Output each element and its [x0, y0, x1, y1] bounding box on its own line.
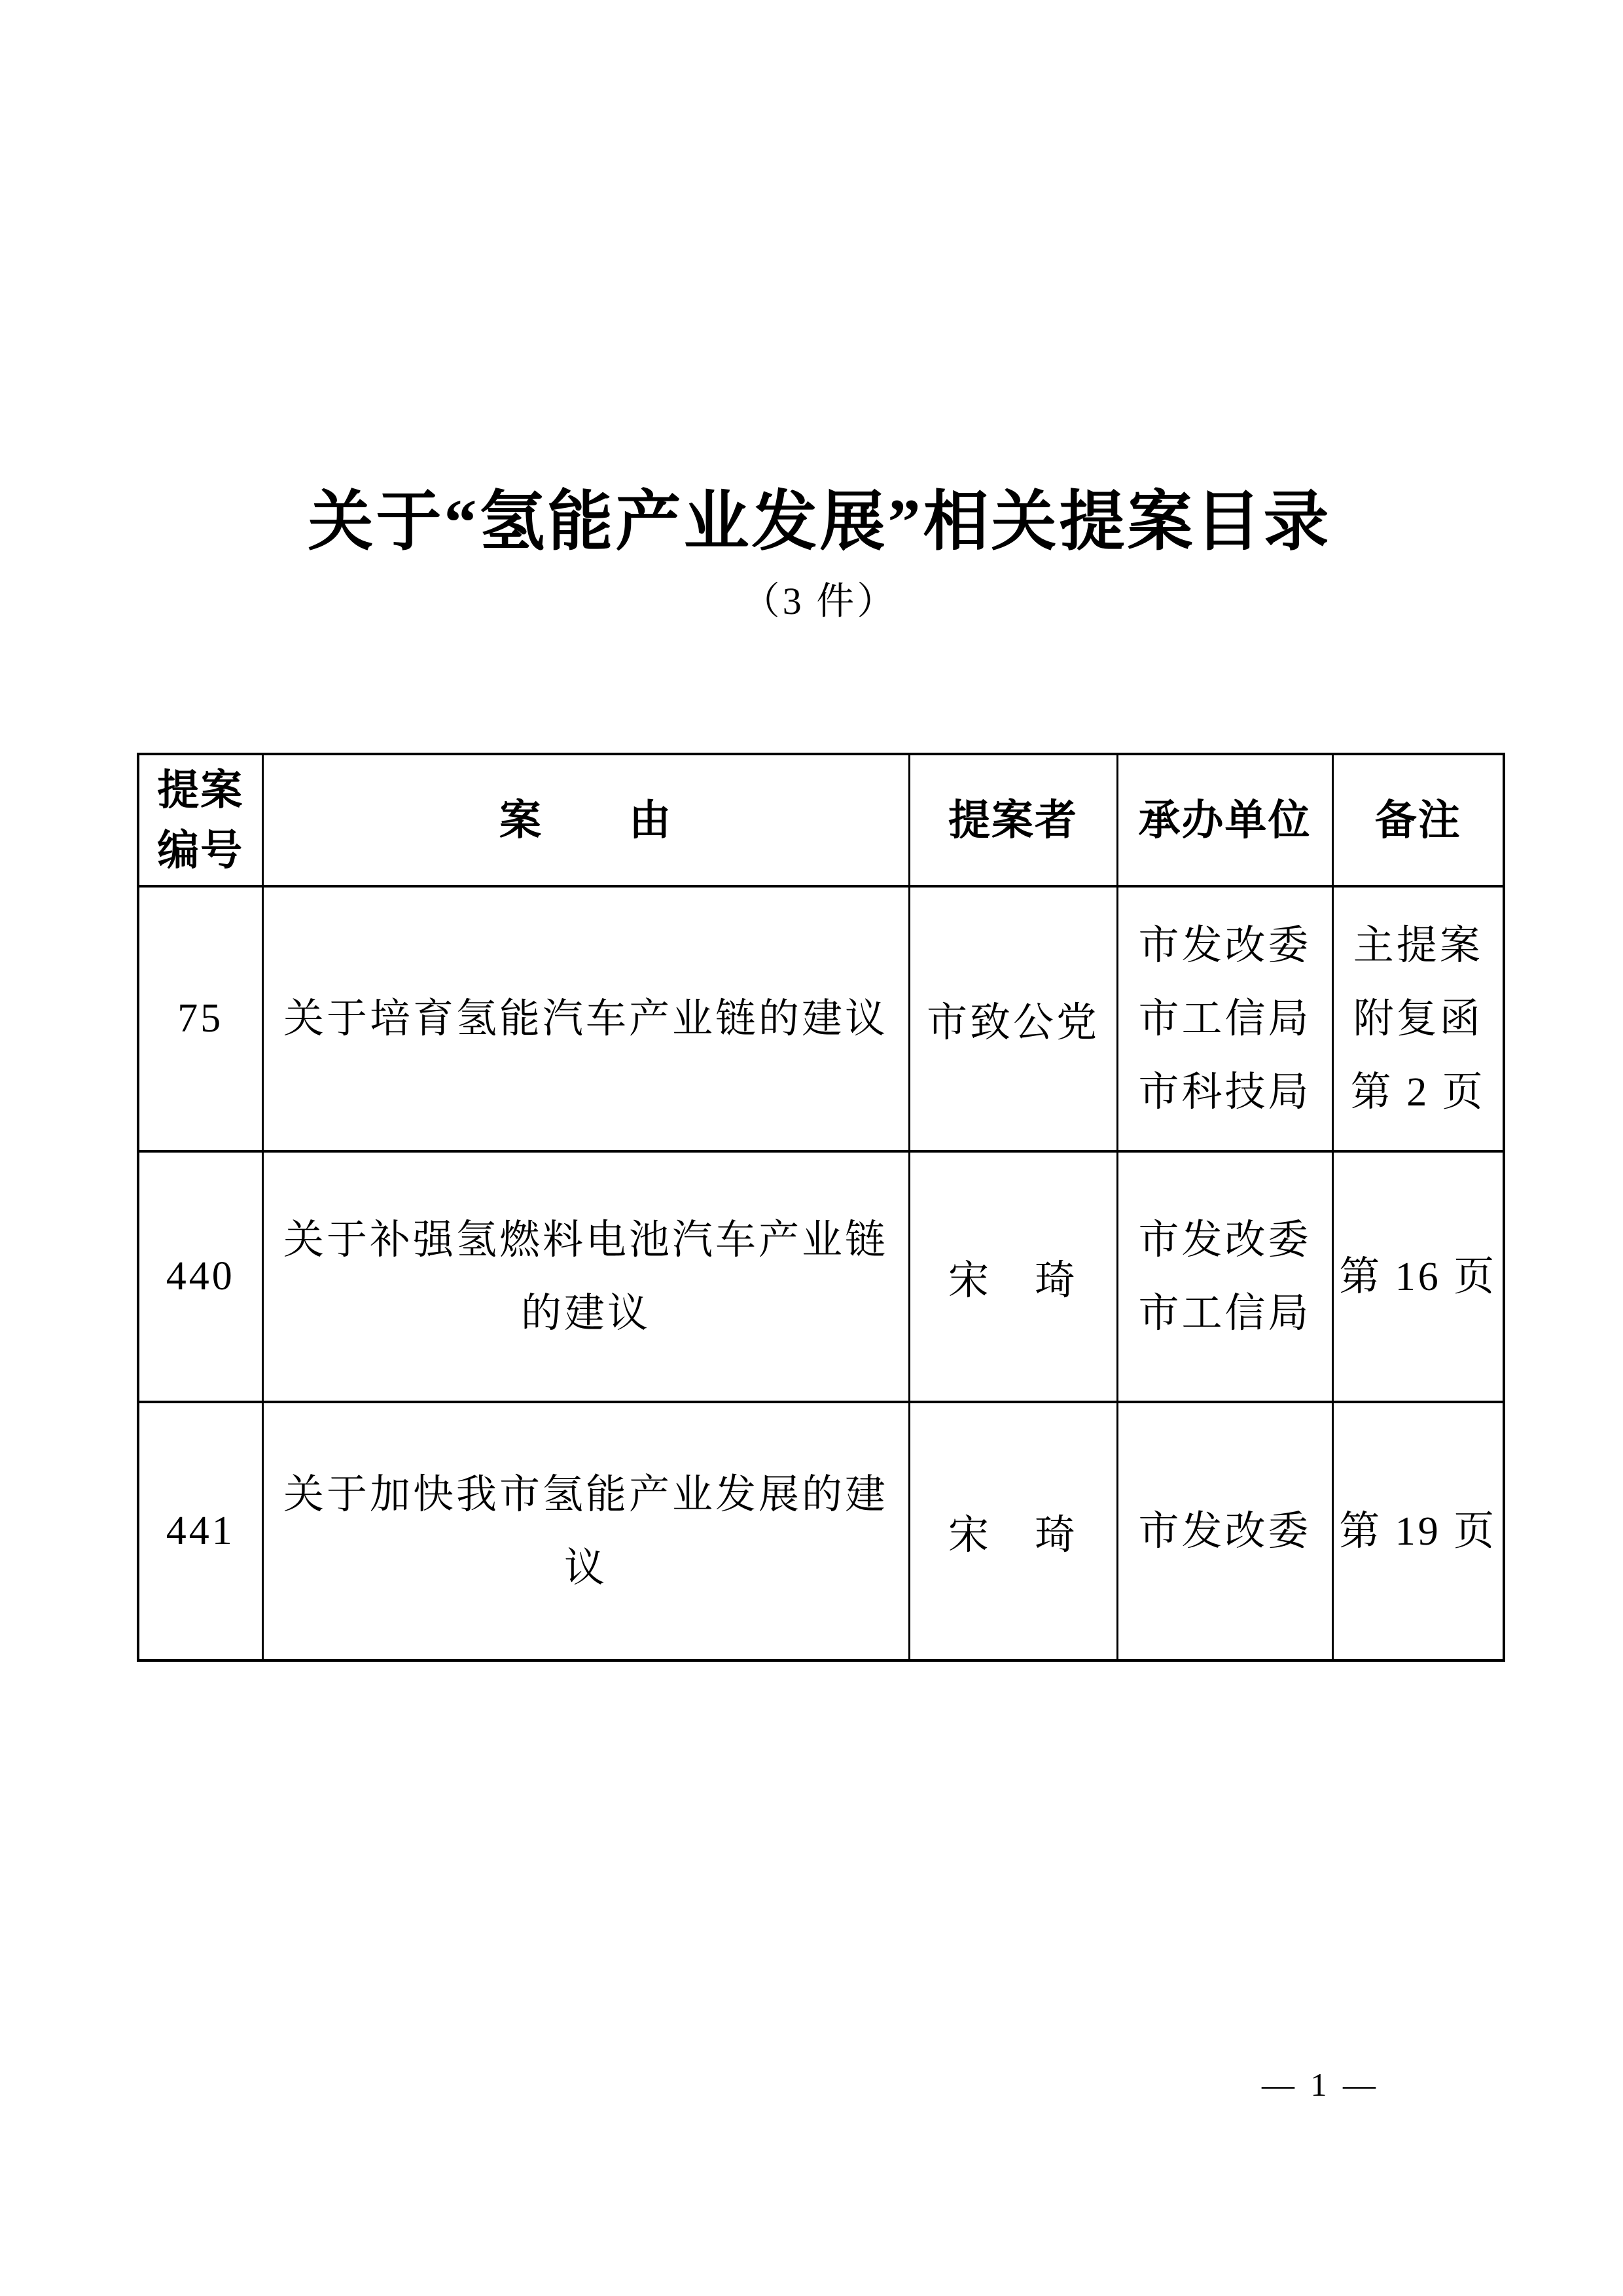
proposal-catalog-table: [137, 753, 1505, 1662]
header-proposal-no: [138, 754, 262, 886]
cell-handling-units: [1117, 1402, 1332, 1660]
cell-text-line: 第 16 页: [1339, 1254, 1497, 1299]
cell-text-line: 市工信局: [1138, 1291, 1311, 1336]
cell-text-line: 议: [563, 1545, 607, 1590]
cell-proposer: 宋 琦: [909, 1402, 1117, 1660]
cell-text-line: 承办单位: [1138, 797, 1311, 844]
cell-text-line: 市发改委: [1138, 923, 1311, 968]
cell-case-title: [262, 886, 909, 1151]
table-row: [138, 1402, 1504, 1660]
cell-text-line: 关于培育氢能汽车产业链的建议: [283, 996, 888, 1041]
cell-text-line: 提案: [157, 766, 244, 814]
cell-text-line: 提案者: [948, 797, 1078, 844]
cell-text-line: 主提案: [1353, 923, 1483, 968]
cell-proposal-no: 441: [138, 1402, 262, 1660]
cell-proposal-no: 75: [138, 886, 262, 1151]
header-proposer: [909, 754, 1117, 886]
page-number: — 1 —: [1262, 2066, 1380, 2103]
cell-proposal-no: 440: [138, 1151, 262, 1402]
table-row: [138, 886, 1504, 1151]
cell-proposer: 市致公党: [909, 886, 1117, 1151]
cell-remarks: [1332, 886, 1504, 1151]
cell-text-line: 案 由: [499, 797, 672, 844]
cell-text-line: 市发改委: [1138, 1217, 1311, 1263]
cell-text-line: 市科技局: [1138, 1069, 1311, 1115]
table-header-row: [138, 754, 1504, 886]
cell-handling-units: [1117, 1151, 1332, 1402]
header-case-title: [262, 754, 909, 886]
cell-text-line: 第 2 页: [1350, 1069, 1486, 1115]
cell-text-line: 市工信局: [1138, 996, 1311, 1041]
cell-remarks: [1332, 1402, 1504, 1660]
header-remarks: [1332, 754, 1504, 886]
cell-text-line: 第 19 页: [1339, 1509, 1497, 1554]
header-handling-unit: [1117, 754, 1332, 886]
cell-text-line: 市发改委: [1138, 1509, 1311, 1554]
cell-text-line: 备注: [1374, 797, 1461, 844]
table-row: [138, 1151, 1504, 1402]
cell-text-line: 编号: [157, 827, 244, 874]
cell-text-line: 附复函: [1353, 996, 1483, 1041]
page-title: 关于“氢能产业发展”相关提案目录: [308, 486, 1332, 558]
cell-text-line: 关于补强氢燃料电池汽车产业链: [283, 1217, 888, 1263]
cell-handling-units: [1117, 886, 1332, 1151]
cell-remarks: [1332, 1151, 1504, 1402]
page-subtitle: （3 件）: [741, 580, 898, 622]
cell-proposer: 宋 琦: [909, 1151, 1117, 1402]
cell-case-title: [262, 1151, 909, 1402]
cell-text-line: 关于加快我市氢能产业发展的建: [283, 1472, 888, 1517]
cell-case-title: [262, 1402, 909, 1660]
cell-text-line: 的建议: [520, 1291, 651, 1336]
